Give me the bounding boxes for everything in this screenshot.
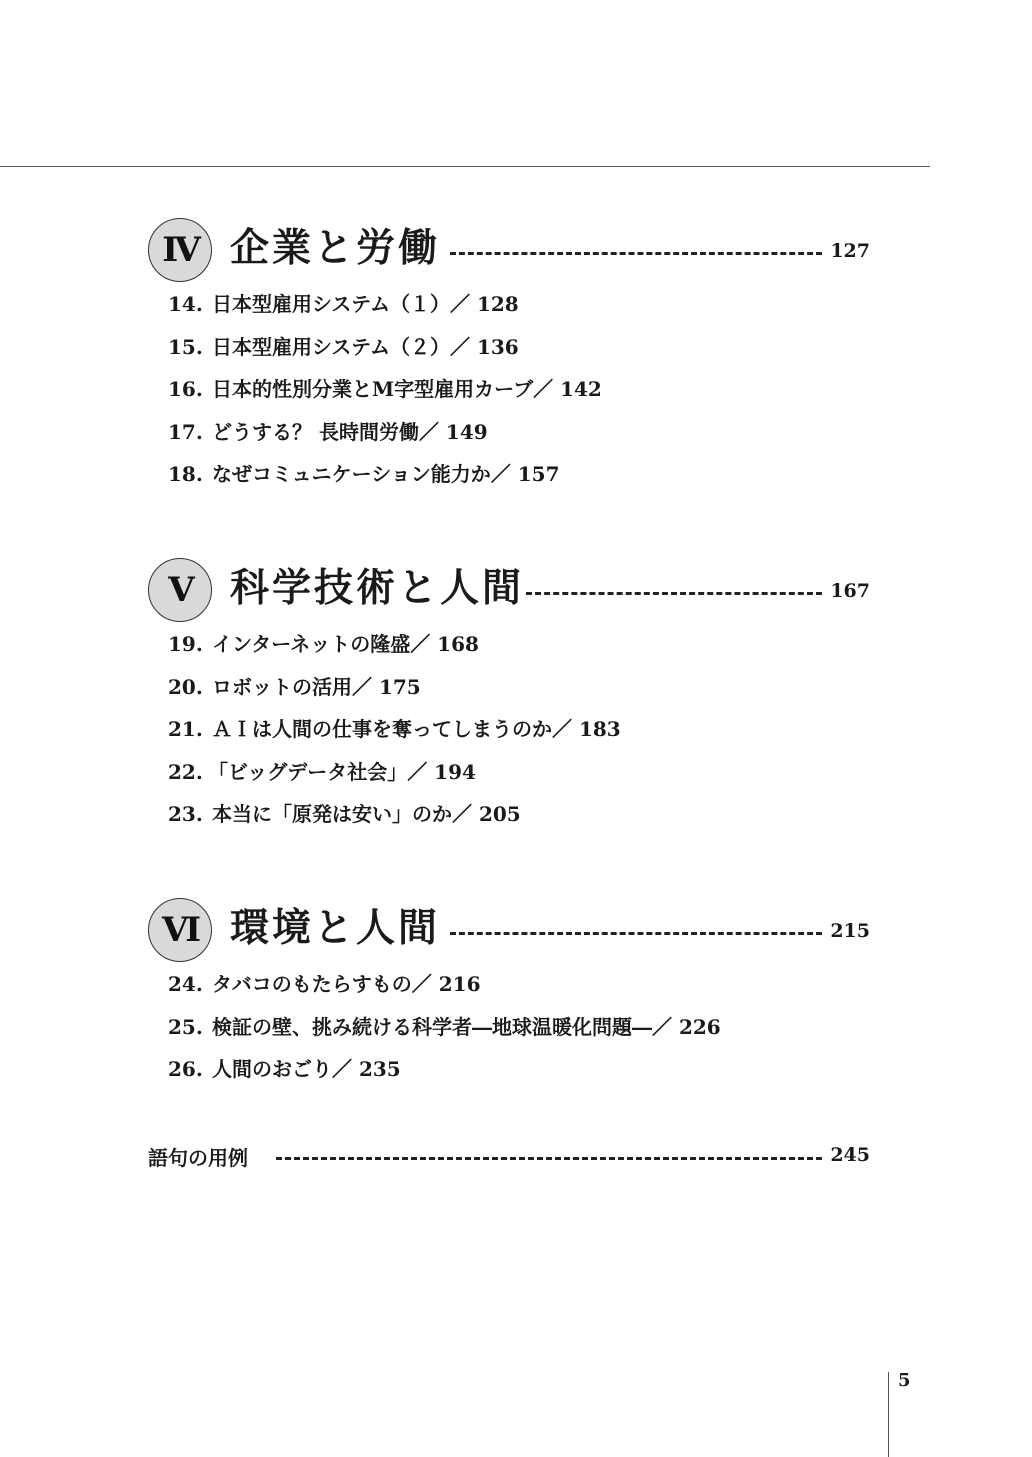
chapter-title: 企業と労働 [230,225,441,271]
item-text: 検証の壁、挑み続ける科学者―地球温暖化問題―／ 226 [212,1014,721,1039]
chapter-page-number: 167 [830,580,870,602]
item-text: 「ビッグデータ社会」／ 194 [208,759,476,784]
chapter-page-number: 215 [830,920,870,942]
glossary-page-number: 245 [830,1144,870,1166]
item-number: 21. [168,717,203,741]
glossary-label: 語句の用例 [148,1146,248,1170]
item-number: 17. [168,419,203,444]
toc-item[interactable] [168,714,621,757]
toc-item[interactable] [168,332,602,375]
chapter-heading[interactable] [148,218,870,284]
page-number: 5 [898,1370,911,1391]
item-number: 14. [168,292,203,316]
toc-list [168,969,721,1097]
chapter-5 [148,558,870,826]
item-text: 本当に「原発は安い」のか／ 205 [212,802,521,826]
item-number: 25. [168,1014,203,1039]
toc-item[interactable] [168,459,602,502]
item-number: 20. [168,674,203,699]
toc-item[interactable] [168,417,602,460]
item-number: 23. [168,802,203,826]
glossary-entry[interactable] [148,1142,870,1172]
item-text: なぜコミュニケーション能力か／ 157 [212,462,560,486]
toc-item[interactable] [168,629,621,672]
item-number: 19. [168,632,203,656]
item-number: 26. [168,1057,203,1081]
dot-leader [450,252,822,255]
item-number: 16. [168,377,203,401]
item-text: インターネットの隆盛／ 168 [212,632,479,656]
dot-leader [276,1157,822,1160]
chapter-title: 環境と人間 [230,905,441,951]
toc-item[interactable] [168,757,621,800]
item-text: 人間のおごり／ 235 [212,1057,401,1081]
chapter-page-number: 127 [830,240,870,262]
chapter-number-badge: Ⅴ [148,558,212,622]
item-number: 18. [168,462,203,486]
chapter-6 [148,898,870,1081]
item-text: タバコのもたらすもの／ 216 [212,972,481,996]
toc-item[interactable] [168,374,602,417]
chapter-heading[interactable] [148,558,870,624]
toc-item[interactable] [168,1054,721,1097]
chapter-4 [148,218,870,486]
chapter-number-badge: Ⅵ [148,898,212,962]
toc-item[interactable] [168,672,621,715]
toc-item[interactable] [168,1012,721,1055]
toc-item[interactable] [168,289,602,332]
chapter-heading[interactable] [148,898,870,964]
item-text: ＡＩは人間の仕事を奪ってしまうのか／ 183 [212,717,621,741]
toc-item[interactable] [168,969,721,1012]
dot-leader [526,592,822,595]
item-text: ロボットの活用／ 175 [212,674,421,699]
header-rule [0,166,930,167]
item-text: 日本的性別分業とM字型雇用カーブ／ 142 [212,377,602,401]
toc-list [168,289,602,502]
chapter-title: 科学技術と人間 [230,565,525,611]
item-number: 15. [168,334,203,359]
item-number: 22. [168,759,203,784]
item-text: 日本型雇用システム（１）／ 128 [212,292,519,316]
dot-leader [450,932,822,935]
item-text: 日本型雇用システム（２）／ 136 [212,334,519,359]
item-number: 24. [168,972,203,996]
toc-item[interactable] [168,799,621,842]
item-text: どうする？ 長時間労働／ 149 [212,419,488,444]
toc-list [168,629,621,842]
page-number-rule [888,1372,889,1457]
chapter-number-badge: Ⅳ [148,218,212,282]
